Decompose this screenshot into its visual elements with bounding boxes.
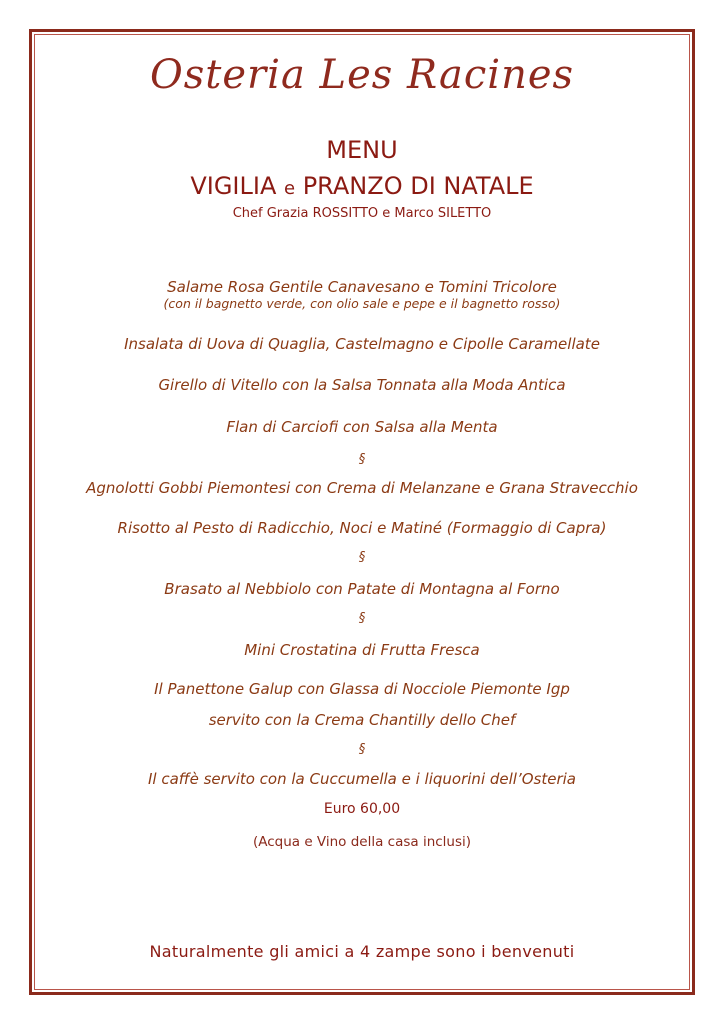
course-item: Insalata di Uova di Quaglia, Castelmagno e Cipolle Caramellate (124, 335, 600, 353)
event-title (40, 172, 684, 200)
course-separator: § (358, 452, 366, 467)
course-item: Il Panettone Galup con Glassa di Nocciole Piemonte Igp (154, 680, 570, 698)
event-title-part1: VIGILIA (190, 172, 284, 200)
course-separator: § (358, 611, 366, 626)
course-note: (con il bagnetto verde, con olio sale e pepe e il bagnetto rosso) (163, 296, 561, 311)
chefs-line: Chef Grazia ROSSITTO e Marco SILETTO (232, 206, 492, 221)
menu-price: Euro 60,00 (323, 801, 401, 817)
menu-title: MENU (326, 136, 398, 164)
course-item: Risotto al Pesto di Radicchio, Noci e Matiné (Formaggio di Capra) (117, 519, 607, 537)
course-item: Girello di Vitello con la Salsa Tonnata alla Moda Antica (158, 376, 566, 394)
course-item: Brasato al Nebbiolo con Patate di Montagna al Forno (164, 580, 560, 598)
course-item: Il caffè servito con la Cuccumella e i liquorini dell’Osteria (147, 770, 576, 788)
price-included-note: (Acqua e Vino della casa inclusi) (252, 834, 472, 850)
course-separator: § (358, 742, 366, 757)
course-separator: § (358, 550, 366, 565)
event-title-part2: PRANZO DI NATALE (295, 172, 534, 200)
course-item: Flan di Carciofi con Salsa alla Menta (226, 418, 498, 436)
footer-note: Naturalmente gli amici a 4 zampe sono i benvenuti (149, 942, 575, 961)
course-item: Salame Rosa Gentile Canavesano e Tomini Tricolore (167, 278, 557, 296)
restaurant-name: Osteria Les Racines (149, 52, 575, 98)
course-item: Agnolotti Gobbi Piemontesi con Crema di Melanzane e Grana Stravecchio (86, 479, 638, 497)
course-item: servito con la Crema Chantilly dello Chef (208, 711, 516, 729)
course-item: Mini Crostatina di Frutta Fresca (244, 641, 480, 659)
event-title-connector: e (284, 178, 296, 199)
